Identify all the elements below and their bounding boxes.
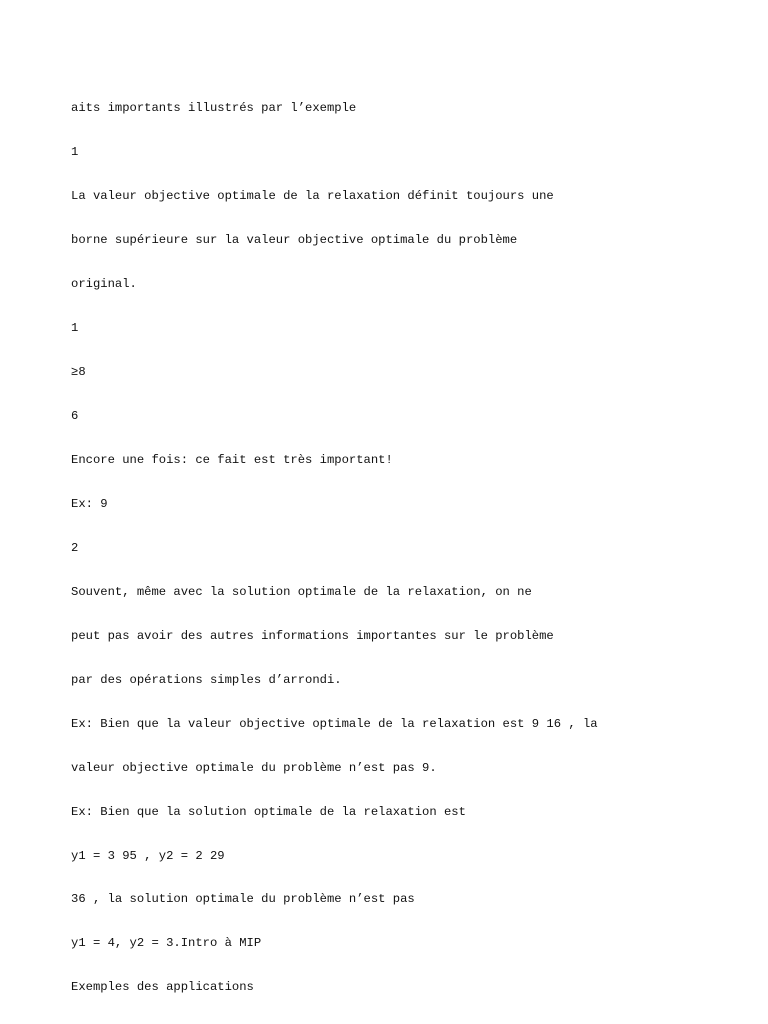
- text-line: par des opérations simples d’arrondi.: [71, 672, 342, 687]
- text-line: ≥8: [71, 365, 86, 380]
- text-line: 1: [71, 145, 79, 160]
- text-line: y1 = 3 95 , y2 = 2 29: [71, 848, 225, 863]
- text-line: 6: [71, 408, 79, 423]
- text-line: Exemples des applications: [71, 980, 254, 995]
- text-line: y1 = 4, y2 = 3.Intro à MIP: [71, 936, 262, 951]
- text-line: Ex: 9: [71, 496, 108, 511]
- text-line: aits importants illustrés par l’exemple: [71, 101, 357, 116]
- text-line: Souvent, même avec la solution optimale de la relaxation, on ne: [71, 584, 532, 599]
- document-text: [71, 72, 751, 1024]
- text-line: Ex: Bien que la valeur objective optimale de la relaxation est 9 16 , la: [71, 716, 598, 731]
- text-line: valeur objective optimale du problème n’est pas 9.: [71, 760, 437, 775]
- text-line: 1: [71, 321, 79, 336]
- text-line: 36 , la solution optimale du problème n’est pas: [71, 892, 415, 907]
- text-line: original.: [71, 277, 137, 292]
- text-line: borne supérieure sur la valeur objective optimale du problème: [71, 233, 518, 248]
- text-line: Ex: Bien que la solution optimale de la relaxation est: [71, 804, 466, 819]
- text-line: Encore une fois: ce fait est très important!: [71, 452, 393, 467]
- text-line: peut pas avoir des autres informations importantes sur le problème: [71, 628, 554, 643]
- text-line: 2: [71, 540, 79, 555]
- text-line: La valeur objective optimale de la relaxation définit toujours une: [71, 189, 554, 204]
